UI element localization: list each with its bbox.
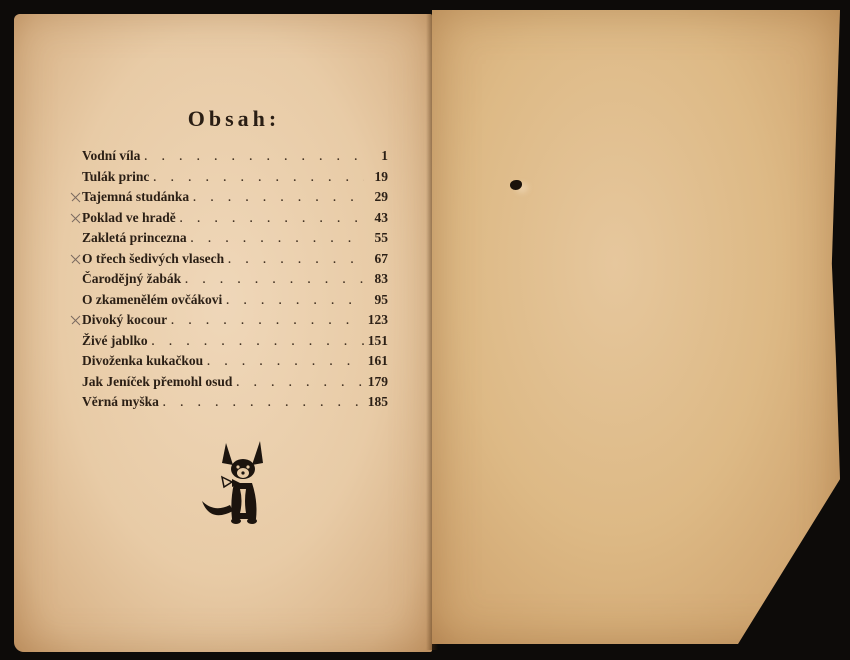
pencil-check-icon <box>70 253 82 265</box>
pencil-check-icon <box>70 212 82 224</box>
toc-leader-dots <box>193 188 364 209</box>
toc-leader-dots <box>171 311 364 332</box>
toc-entry-page: 55 <box>374 230 388 245</box>
toc-entry-title: Poklad ve hradě <box>82 209 176 225</box>
toc-entry <box>82 249 388 270</box>
toc-leader-dots <box>163 393 364 414</box>
toc-entry-page: 1 <box>381 148 388 163</box>
toc-entry <box>82 269 388 290</box>
toc-leader-dots <box>185 270 364 291</box>
toc-leader-dots <box>144 147 364 168</box>
toc-entry-title: Živé jablko <box>82 332 148 348</box>
book-spread <box>8 10 844 652</box>
toc-entry <box>82 167 388 188</box>
toc-entry-page: 179 <box>367 373 388 389</box>
toc-entry-title: Zakletá princezna <box>82 230 187 245</box>
toc-entry-page: 161 <box>367 353 388 368</box>
toc-entry-title: Vodní víla <box>82 148 141 163</box>
toc-entry <box>82 187 388 208</box>
toc-entry-page: 19 <box>374 168 388 184</box>
toc-entry-title: Jak Jeníček přemohl osud <box>82 373 233 389</box>
toc-entry <box>82 290 388 311</box>
toc-entry <box>82 146 388 167</box>
toc-entry <box>82 228 388 249</box>
toc-leader-dots <box>180 209 364 230</box>
toc-entry-page: 123 <box>367 312 388 327</box>
pencil-check-icon <box>70 314 82 326</box>
left-page <box>14 14 432 652</box>
right-page <box>432 10 840 644</box>
toc-leader-dots <box>152 332 364 353</box>
toc-entry-page: 29 <box>374 189 388 204</box>
toc-entry-title: Čarodějný žabák <box>82 271 182 286</box>
toc-leader-dots <box>236 373 363 394</box>
toc-entry-title: Divoký kocour <box>82 312 168 327</box>
toc-entry-title: Tajemná studánka <box>82 189 190 204</box>
toc-entry-title: Divoženka kukačkou <box>82 353 204 368</box>
toc-entry-page: 185 <box>367 394 388 409</box>
toc-entry <box>82 310 388 331</box>
toc-entry-title: Tulák princ <box>82 168 150 184</box>
toc-entry <box>82 331 388 352</box>
toc-entry <box>82 351 388 372</box>
page-title: Obsah: <box>187 106 281 131</box>
toc-entry-page: 43 <box>374 209 388 225</box>
toc-entry-page: 95 <box>374 291 388 307</box>
toc-entry <box>82 208 388 229</box>
toc-leader-dots <box>228 250 364 271</box>
table-of-contents <box>82 146 388 413</box>
toc-entry <box>82 372 388 393</box>
toc-entry-page: 83 <box>374 271 388 286</box>
toc-leader-dots <box>191 229 364 250</box>
toc-entry-title: O třech šedivých vlasech <box>82 250 225 266</box>
fox-icon <box>200 439 272 531</box>
toc-leader-dots <box>207 352 364 373</box>
toc-leader-dots <box>153 168 364 189</box>
toc-entry-title: Věrná myška <box>82 394 159 409</box>
toc-entry-page: 67 <box>374 250 388 266</box>
pencil-check-icon <box>70 191 82 203</box>
toc-leader-dots <box>226 291 364 312</box>
toc-entry-page: 151 <box>367 332 388 348</box>
toc-entry <box>82 392 388 413</box>
toc-entry-title: O zkamenělém ovčákovi <box>82 291 223 307</box>
